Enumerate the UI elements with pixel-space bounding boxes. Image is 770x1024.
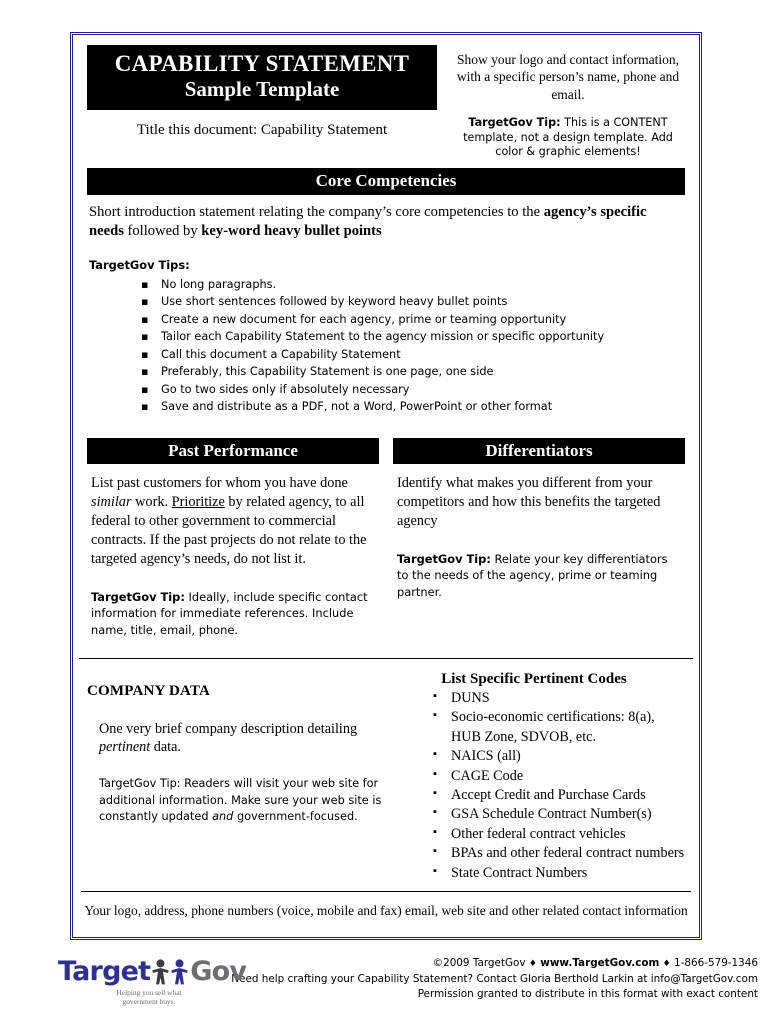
document-header [77,39,695,160]
page-subtitle: Sample Template [184,76,340,101]
core-competencies-body [77,195,695,416]
pp-underline: Prioritize [171,494,225,511]
section-header-core-competencies: Core Competencies [87,168,685,195]
header-logo-instruction: Show your logo and contact information, with a specific person’s name, phone and email. [456,52,680,102]
code-item: ▪ State Contract Numbers [403,864,685,883]
code-item: ▪ Socio-economic certifications: 8(a), HUB Zone, SDVOB, etc. [403,708,685,747]
core-intro-bold1: agency’s specific needs [89,203,647,239]
targetgov-logo [0,948,247,1006]
separator-diamond-icon: ♦ [528,959,537,969]
section-divider [79,658,693,659]
section-header-differentiators: Differentiators [393,438,685,465]
footer-line-1 [200,956,758,972]
document-title-block [87,45,437,110]
logo-target-text: Target [58,956,151,987]
mid-section-columns [77,438,695,638]
past-performance-body [87,464,379,638]
company-data-tip [87,776,387,825]
core-tip-item: ▪ Tailor each Capability Statement to the agency mission or specific opportunity [89,328,683,346]
differentiators-text: Identify what makes you different from your competitors and how this benefits the targeted agency [397,475,661,530]
header-title-column [87,45,437,160]
person-figure-blue-icon [170,959,189,985]
pp-tip-label: TargetGov Tip: [91,590,185,605]
header-tip-label: TargetGov Tip: [468,115,561,129]
document-page-frame [70,32,702,940]
cd-tip-part1: Readers will visit your web site for additional information. Make sure your web site is constantly updated [99,777,382,823]
footer-contact-text: Your logo, address, phone numbers (voice, mobile and fax) email, web site and other related contact information [84,902,688,918]
targetgov-logo-lockup [58,956,247,987]
core-tip-item: ▪ No long paragraphs. [89,276,683,294]
differentiators-tip [397,551,681,600]
header-targetgov-tip [451,116,685,160]
core-tip-item: ▪ Preferably, this Capability Statement is one page, one side [89,363,683,381]
pp-part2: work. [131,494,172,511]
core-tip-item: ▪ Save and distribute as a PDF, not a Word, PowerPoint or other format [89,398,683,416]
company-data-heading: COMPANY DATA [87,682,211,699]
people-icon [151,959,189,985]
differentiators-body [393,464,685,600]
code-item: ▪ Other federal contract vehicles [403,825,685,844]
footer-contact-box [81,891,691,929]
code-item: ▪ Accept Credit and Purchase Cards [403,786,685,805]
core-tips-title: TargetGov Tips: [89,257,190,272]
past-performance-column [87,438,379,638]
cd-tip-part2: government-focused. [233,809,358,823]
pp-tip-text: Ideally, include specific contact information for immediate references. Include name, title, email, phone. [91,590,368,637]
core-tips-list [89,276,683,416]
core-competencies-intro [89,203,683,241]
core-tip-item: ▪ Create a new document for each agency, prime or teaming opportunity [89,311,683,329]
section-header-past-performance: Past Performance [87,438,379,465]
past-performance-text [91,474,375,569]
footer-copyright: ©2009 TargetGov [432,957,526,969]
page-title: CAPABILITY STATEMENT [114,51,410,76]
company-data-description [87,720,387,757]
code-item: ▪ DUNS [403,689,685,708]
core-intro-part1: Short introduction statement relating the company’s core competencies to the [89,203,544,220]
footer-line-2: Need help crafting your Capability Statement? Contact Gloria Berthold Larkin at info@TargetGov.com [231,972,758,985]
logo-gov-text: Gov [190,956,247,987]
bottom-section-columns [77,661,695,884]
code-item: ▪ GSA Schedule Contract Number(s) [403,805,685,824]
cd-tip-italic: and [212,809,234,823]
cd-part1: One very brief company description detailing [99,720,358,737]
past-performance-tip [91,589,375,638]
document-page-inner [77,39,695,933]
diff-tip-label: TargetGov Tip: [397,552,491,567]
footer-phone: 1-866-579-1346 [674,957,758,969]
separator-diamond-icon-2: ♦ [662,959,671,969]
code-item: ▪ CAGE Code [403,767,685,786]
core-intro-part2: followed by [123,222,202,239]
core-tip-item: ▪ Use short sentences followed by keyword heavy bullet points [89,293,683,311]
pp-part3: by related agency, to all federal to other government to commercial contracts. If the past projects do not relate to the targeted agency’s needs, do not list it. [91,494,367,568]
logo-tagline: Helping you sell what government buys. [116,988,182,1006]
header-tip-text: This is a CONTENT template, not a design template. Add color & graphic elements! [463,115,673,159]
core-tip-item: ▪ Go to two sides only if absolutely necessary [89,381,683,399]
cd-part2: data. [150,739,181,756]
code-item: ▪ NAICS (all) [403,747,685,766]
codes-heading: List Specific Pertinent Codes [441,670,627,687]
core-intro-bold2: key-word heavy bullet points [201,222,382,239]
footer-line-3: Permission granted to distribute in this format with exact content [417,988,758,1001]
differentiators-column [393,438,685,638]
document-title-instruction: Title this document: Capability Statement [136,121,388,138]
core-tip-item: ▪ Call this document a Capability Statement [89,346,683,364]
cd-italic: pertinent [99,739,151,756]
header-note-column [437,45,685,160]
company-data-column [87,661,387,884]
codes-list [403,689,685,884]
diff-tip-text: Relate your key differentiators to the needs of the agency, prime or teaming partner. [397,552,668,599]
pp-italic: similar [91,494,132,511]
person-figure-dark-icon [151,959,170,985]
cd-tip-label: TargetGov Tip: [99,777,181,791]
footer-website: www.TargetGov.com [540,957,660,969]
footer-copyright-block [200,948,770,1003]
pp-part1: List past customers for whom you have done [91,475,348,492]
page-footer [0,948,770,1024]
code-item: ▪ BPAs and other federal contract numbers [403,844,685,863]
codes-column [387,661,685,884]
